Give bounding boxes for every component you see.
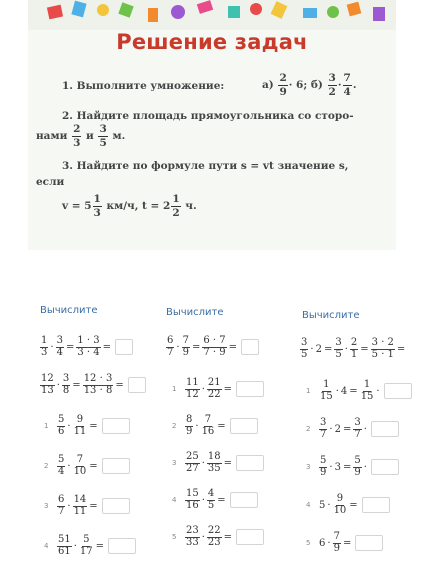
exercise-number: 5: [172, 533, 177, 541]
worksheet: [0, 300, 432, 573]
exercise-row: 5 6 · $\frac{7}{9}$ =: [306, 532, 383, 554]
exercise-row: 1 5 6 · $\frac{9}{11}$ =: [44, 415, 130, 437]
exercise-number: 3: [172, 459, 177, 467]
exercise-number: 2: [172, 422, 177, 430]
exercise-row: 3 25 27 · $\frac{18}{35}$ =: [172, 452, 264, 474]
answer-box[interactable]: [236, 529, 264, 545]
part-a-label: а): [262, 79, 274, 91]
answer-box[interactable]: [384, 383, 412, 399]
exercise-row: 5 23 33 · $\frac{22}{23}$ =: [172, 526, 264, 548]
exercise-number: 2: [306, 425, 311, 433]
answer-box[interactable]: [102, 458, 130, 474]
answer-box[interactable]: [108, 538, 136, 554]
answer-box[interactable]: [362, 497, 390, 513]
fraction: $\frac{7}{4}$: [343, 72, 351, 98]
answer-box[interactable]: [102, 498, 130, 514]
fraction: $\frac{1}{3}$: [93, 193, 101, 219]
example-row: 12 13 · $\frac{3}{8}$ = $\frac{12 \cdot 3}{13 \cdot 8}$ =: [40, 374, 146, 396]
fraction: $\frac{3}{2}$: [328, 72, 336, 98]
exercise-row: 2 8 9 · $\frac{7}{16}$ =: [172, 415, 258, 437]
task-slide: [28, 0, 396, 250]
column2-heading: Вычислите: [166, 307, 224, 318]
exercise-row: 3 5 9 · 3 = $\frac{5}{9}$ ·: [306, 456, 399, 478]
exercise-number: 5: [306, 539, 311, 547]
exercise-number: 3: [44, 502, 49, 510]
exercise-number: 1: [44, 422, 49, 430]
task2-line2: нами $\frac{2}{3}$ и $\frac{3}{5}$ м.: [36, 123, 126, 149]
exercise-number: 4: [172, 496, 177, 504]
exercise-number: 1: [306, 387, 311, 395]
answer-box[interactable]: [230, 492, 258, 508]
answer-box[interactable]: [241, 339, 259, 355]
exercise-number: 1: [172, 385, 177, 393]
exercise-row: 2 3 7 · 2 = $\frac{3}{7}$ ·: [306, 418, 399, 440]
task3-values: v = 5 $\frac{1}{3}$ км/ч, t = 2 $\frac{1}{2}$ ч.: [62, 193, 197, 219]
fraction: $\frac{1}{2}$: [172, 193, 180, 219]
column3-heading: Вычислите: [302, 310, 360, 321]
example-row: 6 7 · $\frac{7}{9}$ = $\frac{6 \cdot 7}{7 \cdot 9}$ =: [166, 336, 259, 358]
exercise-row: 3 6 7 · $\frac{14}{11}$ =: [44, 495, 130, 517]
fraction: $\frac{3}{5}$: [99, 123, 107, 149]
exercise-number: 4: [44, 542, 49, 550]
exercise-number: 3: [306, 463, 311, 471]
exercise-number: 2: [44, 462, 49, 470]
answer-box[interactable]: [371, 459, 399, 475]
fraction: $\frac{2}{9}$: [279, 72, 287, 98]
answer-box[interactable]: [128, 377, 146, 393]
example-row: 3 5 · 2 = $\frac{3}{5}$ · $\frac{2}{1}$ = $\frac{3 \cdot 2}{5 \cdot 1}$ =: [301, 337, 406, 360]
exercise-row: 4 51 61 · $\frac{5}{17}$ =: [44, 535, 136, 557]
task1-expressions: а) $\frac{2}{9}$ · 6; б) $\frac{3}{2}$ · $\frac{7}{4}$ .: [262, 72, 357, 98]
task3-line2: если: [36, 176, 65, 188]
exercise-row: 4 15 16 · $\frac{4}{5}$ =: [172, 489, 258, 511]
decorative-banner: [28, 0, 396, 30]
exercise-row: 2 5 4 · $\frac{7}{10}$ =: [44, 455, 130, 477]
part-b-label: б): [310, 79, 323, 91]
answer-box[interactable]: [102, 418, 130, 434]
task2-line1: 2. Найдите площадь прямоугольника со сторо-: [62, 110, 354, 122]
task3-line1: 3. Найдите по формуле пути s = vt значение s,: [62, 160, 349, 172]
example-row: 1 3 · $\frac{3}{4}$ = $\frac{1 \cdot 3}{3 \cdot 4}$ =: [40, 336, 133, 358]
exercise-row: 1 1 15 · 4 = $\frac{1}{15}$ ·: [306, 380, 412, 402]
answer-box[interactable]: [355, 535, 383, 551]
exercise-row: 1 11 12 · $\frac{21}{22}$ =: [172, 378, 264, 400]
exercise-number: 4: [306, 501, 311, 509]
column1-heading: Вычислите: [40, 305, 98, 316]
answer-box[interactable]: [236, 455, 264, 471]
slide-title: Решение задач: [116, 30, 308, 54]
answer-box[interactable]: [236, 381, 264, 397]
answer-box[interactable]: [115, 339, 133, 355]
task1-label: 1. Выполните умножение:: [62, 80, 225, 92]
fraction: $\frac{2}{3}$: [73, 123, 81, 149]
exercise-row: 4 5 · $\frac{9}{10}$ =: [306, 494, 390, 516]
answer-box[interactable]: [230, 418, 258, 434]
task1-line: [62, 80, 224, 92]
answer-box[interactable]: [371, 421, 399, 437]
